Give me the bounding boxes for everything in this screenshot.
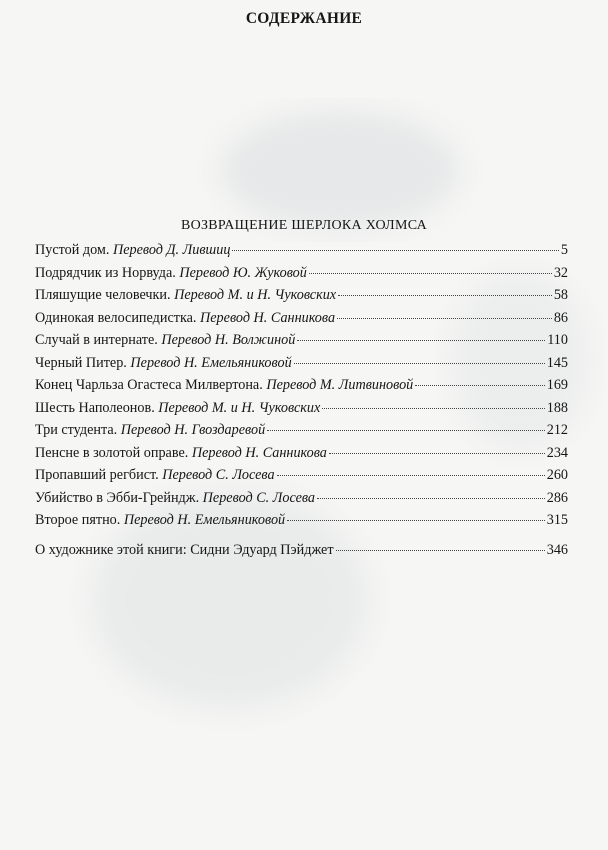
toc-entry: [35, 422, 568, 445]
entry-text: [35, 265, 307, 282]
entry-page: 315: [546, 512, 568, 528]
entry-text: [35, 512, 285, 529]
entry-title: Пустой дом.: [35, 242, 113, 258]
toc-entry: [35, 265, 568, 288]
entry-page: 110: [547, 332, 568, 348]
entry-page: 86: [553, 309, 568, 326]
toc-entry: [35, 400, 568, 423]
entry-title: Одинокая велосипедистка.: [35, 309, 201, 326]
toc-entry: [35, 332, 568, 355]
dot-leader: [336, 547, 545, 551]
entry-text: [35, 332, 295, 349]
toc-entry: [35, 287, 568, 310]
entry-text: [35, 400, 320, 417]
entry-title: Черный Питер.: [35, 354, 131, 371]
entry-translator: Перевод Н. Санникова: [191, 444, 327, 461]
dot-leader: [309, 270, 552, 274]
entry-text: [35, 310, 335, 327]
entry-page: 346: [546, 541, 568, 558]
dot-leader: [232, 247, 558, 251]
entry-text: [35, 242, 230, 259]
entry-page: 32: [553, 264, 568, 281]
dot-leader: [415, 382, 544, 386]
entry-text: [35, 355, 292, 372]
dot-leader: [317, 495, 545, 499]
entry-title: Подрядчик из Норвуда.: [35, 264, 180, 281]
entry-title: Пенсне в золотой оправе.: [35, 444, 192, 461]
entry-text: [35, 287, 336, 304]
entry-translator: Перевод М. и Н. Чуковских: [174, 287, 337, 303]
entry-title: Случай в интернате.: [35, 332, 162, 348]
entry-title: Конец Чарльза Огастеса Милвертона.: [35, 377, 267, 393]
dot-leader: [267, 427, 545, 431]
toc-list: [35, 242, 568, 564]
toc-entry: [35, 467, 568, 490]
entry-translator: Перевод Н. Емельяниковой: [130, 354, 292, 371]
entry-page: 5: [560, 242, 568, 258]
dot-leader: [287, 517, 545, 521]
dot-leader: [329, 450, 545, 454]
entry-page: 286: [546, 489, 568, 506]
entry-page: 260: [546, 467, 568, 483]
entry-translator: Перевод С. Лосева: [202, 489, 316, 506]
entry-translator: Перевод Н. Емельяниковой: [123, 512, 286, 528]
entry-title: Второе пятно.: [35, 512, 124, 528]
dot-leader: [337, 315, 552, 319]
entry-translator: Перевод С. Лосева: [162, 467, 275, 483]
entry-title: О художнике этой книги: Сидни Эдуард Пэйджет: [35, 541, 334, 558]
toc-entry: [35, 310, 568, 333]
dot-leader: [322, 405, 544, 409]
entry-title: Три студента.: [35, 422, 121, 438]
entry-title: Пляшущие человечки.: [35, 287, 175, 303]
toc-entry: [35, 445, 568, 468]
dot-leader: [277, 472, 545, 476]
entry-page: 145: [546, 354, 568, 371]
entry-page: 169: [546, 377, 568, 393]
toc-entry: [35, 242, 568, 265]
entry-translator: Перевод Н. Санникова: [200, 309, 336, 326]
toc-entry: [35, 490, 568, 513]
entry-title: Убийство в Эбби-Грейндж.: [35, 489, 203, 506]
entry-text: [35, 490, 315, 507]
entry-title: Шесть Наполеонов.: [35, 399, 159, 416]
entry-text: [35, 377, 413, 394]
entry-title: Пропавший регбист.: [35, 467, 163, 483]
entry-page: 188: [546, 399, 568, 416]
entry-text: [35, 445, 327, 462]
toc-entry: [35, 355, 568, 378]
entry-translator: Перевод Н. Волжиной: [161, 332, 296, 348]
entry-page: 58: [553, 287, 568, 303]
entry-translator: Перевод М. и Н. Чуковских: [158, 399, 321, 416]
entry-page: 234: [546, 444, 568, 461]
entry-translator: Перевод Д. Лившиц: [113, 242, 231, 258]
entry-translator: Перевод Н. Гвоздаревой: [120, 422, 266, 438]
section-title: ВОЗВРАЩЕНИЕ ШЕРЛОКА ХОЛМСА: [180, 218, 428, 233]
entry-translator: Перевод Ю. Жуковой: [179, 264, 307, 281]
toc-entry: [35, 512, 568, 535]
dot-leader: [338, 292, 552, 296]
entry-page: 212: [546, 422, 568, 438]
entry-translator: Перевод М. Литвиновой: [266, 377, 414, 393]
entry-text: [35, 422, 265, 439]
toc-entry-about: [35, 542, 568, 565]
entry-text: [35, 467, 275, 484]
page-title: СОДЕРЖАНИЕ: [245, 10, 363, 27]
dot-leader: [294, 360, 545, 364]
dot-leader: [297, 337, 545, 341]
toc-entry: [35, 377, 568, 400]
